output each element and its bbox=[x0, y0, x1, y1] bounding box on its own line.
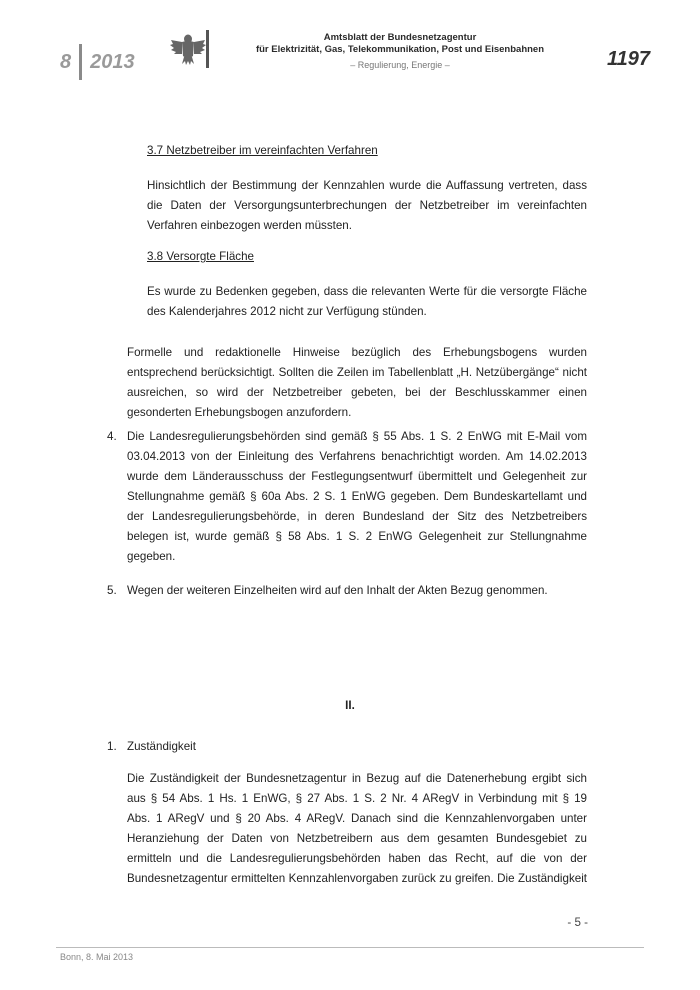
text-line: Stellungnahme gemäß § 60a Abs. 2 S. 1 EnWG gegeben. Dem Bundeskartellamt und bbox=[127, 490, 587, 503]
item-4-number: 4. bbox=[107, 430, 117, 443]
text-line: Verfahren einbezogen werden müssten. bbox=[147, 219, 352, 232]
text-line: Die Zuständigkeit der Bundesnetzagentur in Bezug auf die Datenerhebung ergibt sich bbox=[127, 772, 587, 785]
text-line: entsprechend berücksichtigt. Sollten die Zeilen im Tabellenblatt „H. Netzübergänge“ nicht bbox=[127, 366, 587, 379]
issue-year: 2013 bbox=[90, 50, 135, 73]
text-line: Die Landesregulierungsbehörden sind gemäß § 55 Abs. 1 S. 2 EnWG mit E-Mail vom bbox=[127, 430, 587, 443]
text-line: Hinsichtlich der Bestimmung der Kennzahlen wurde die Auffassung vertreten, dass bbox=[147, 179, 587, 192]
item-1-text bbox=[127, 769, 587, 889]
section-3-8-text bbox=[147, 282, 587, 322]
gazette-title-line2: für Elektrizität, Gas, Telekommunikation, Post und Eisenbahnen bbox=[255, 44, 545, 55]
gazette-title bbox=[250, 32, 550, 56]
item-5-number: 5. bbox=[107, 584, 117, 597]
issue-divider bbox=[79, 44, 82, 80]
header-divider bbox=[206, 30, 209, 68]
text-line: Bundesnetzagentur ermittelten Kennzahlenvorgaben zurück zu greifen. Die Zuständigkeit bbox=[127, 872, 587, 885]
text-line: belegen ist, wurde gemäß § 58 Abs. 1 S. 2 EnWG Gelegenheit zur Stellungnahme bbox=[127, 530, 587, 543]
document-page-number: - 5 - bbox=[567, 916, 588, 929]
section-3-8-heading: 3.8 Versorgte Fläche bbox=[147, 250, 254, 263]
gazette-title-line1: Amtsblatt der Bundesnetzagentur bbox=[323, 32, 477, 43]
text-line: Es wurde zu Bedenken gegeben, dass die relevanten Werte für die versorgte Fläche bbox=[147, 285, 587, 298]
item-4-text bbox=[127, 427, 587, 567]
federal-eagle-icon bbox=[168, 28, 208, 68]
text-line: gegeben. bbox=[127, 550, 176, 563]
section-3-7-heading: 3.7 Netzbetreiber im vereinfachten Verfahren bbox=[147, 144, 378, 157]
text-line: Formelle und redaktionelle Hinweise bezüglich des Erhebungsbogens wurden bbox=[127, 346, 587, 359]
text-line: wurde dem Länderausschuss der Festlegungsentwurf übermittelt und Gelegenheit zur bbox=[127, 470, 587, 483]
section-3-7-text bbox=[147, 176, 587, 236]
text-line: die Daten der Versorgungsunterbrechungen der Netzbetreiber im vereinfachten bbox=[147, 199, 587, 212]
section-II-heading: II. bbox=[345, 699, 355, 712]
item-1-number: 1. bbox=[107, 740, 117, 753]
footer-divider bbox=[56, 947, 644, 948]
gazette-page-number: 1197 bbox=[606, 48, 650, 70]
text-line: Heranziehung der Daten von Netzbetreibern aus dem gesamten Bundesgebiet zu bbox=[127, 832, 587, 845]
footer-date: Bonn, 8. Mai 2013 bbox=[60, 952, 134, 962]
text-line: Abs. 1 ARegV und § 20 Abs. 4 ARegV. Danach sind die Kennzahlenvorgaben unter bbox=[127, 812, 587, 825]
issue-label bbox=[60, 44, 135, 80]
issue-number: 8 bbox=[60, 50, 72, 73]
text-line: aus § 54 Abs. 1 Hs. 1 EnWG, § 27 Abs. 1 S. 2 Nr. 4 ARegV in Verbindung mit § 19 bbox=[127, 792, 587, 805]
text-line: ermitteln und die Landesregulierungsbehörden haben das Recht, auf die von der bbox=[127, 852, 587, 865]
text-line: 03.04.2013 von der Einleitung des Verfahrens benachrichtigt worden. Am 14.02.2013 bbox=[127, 450, 587, 463]
text-line: des Kalenderjahres 2012 nicht zur Verfügung stünden. bbox=[147, 305, 427, 318]
item-5-text: Wegen der weiteren Einzelheiten wird auf den Inhalt der Akten Bezug genommen. bbox=[127, 584, 548, 597]
gazette-subtitle: – Regulierung, Energie – bbox=[350, 60, 450, 70]
formal-notes-paragraph bbox=[127, 343, 587, 423]
text-line: der Landesregulierungsbehörde, in deren Bundesland der Sitz des Netzbetreibers bbox=[127, 510, 587, 523]
text-line: ausreichen, so wird der Netzbetreiber gebeten, bei der Beschlusskammer einen bbox=[127, 386, 587, 399]
item-1-heading: Zuständigkeit bbox=[127, 740, 196, 753]
text-line: gesonderten Erhebungsbogen anzufordern. bbox=[127, 406, 352, 419]
